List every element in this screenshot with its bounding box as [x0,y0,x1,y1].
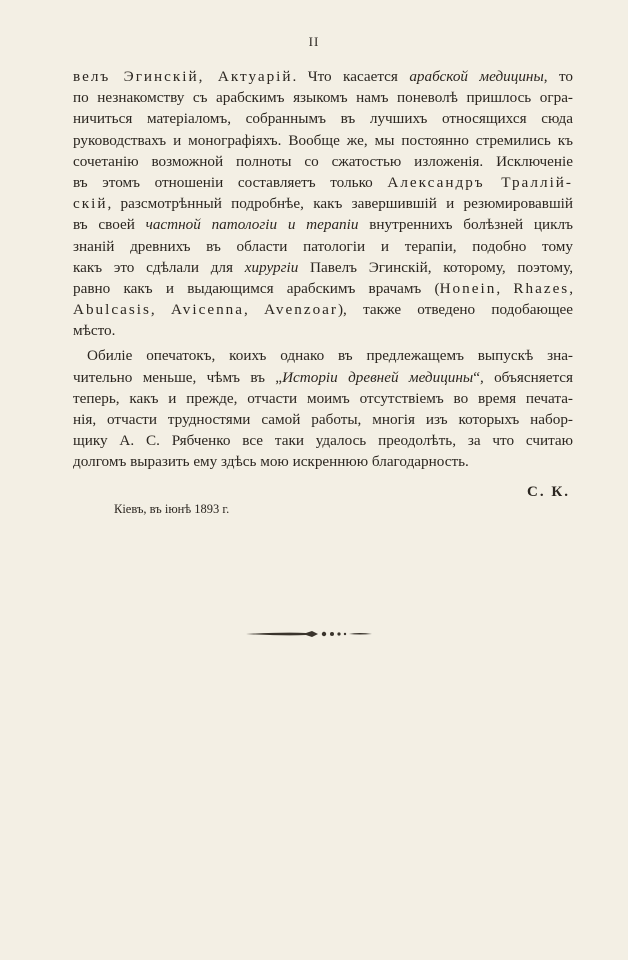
page-number: II [308,34,320,49]
text-line: ничиться матеріаломъ, собраннымъ въ лучшихъ относящихся сюда [73,110,573,128]
paragraph-2 [73,345,573,472]
text-line: равно какъ и выдающимся арабскимъ врачамъ (Honein, Rhazes, [73,279,574,297]
paragraph-1 [73,66,573,341]
text-line: по незнакомству съ арабскимъ языкомъ намъ поневолѣ пришлось огра- [73,89,573,107]
preface-text [73,66,573,473]
text-line: Abulcasis, Avicenna, Avenzoar), также отведено подобающее [73,301,573,319]
text-line: знаній древнихъ въ области патологіи и терапіи, подобно тому [73,237,573,255]
place-date: Кіевъ, въ іюнѣ 1893 г. [114,502,230,516]
text-line: руководствахъ и монографіяхъ. Вообще же, мы постоянно стремились къ [73,131,573,149]
text-line: щику А. С. Рябченко все таки удалось преодолѣть, за что считаю [73,432,573,450]
text-line: въ своей частной патологіи и терапіи внутреннихъ болѣзней циклъ [73,216,573,234]
text-line: нія, отчасти трудностями самой работы, многія изъ которыхъ набор- [73,411,573,428]
text-line: велъ Эгинскій, Актуарій. Что касается арабской медицины, то [73,68,574,85]
ornament-divider [244,627,374,641]
text-line: сочетанію возможной полноты со сжатостью изложенія. Исключеніе [73,152,573,170]
text-line: скій, разсмотрѣнный подробнѣе, какъ завершившій и резюмировавшій [73,195,573,213]
text-line: въ этомъ отношеніи составляетъ только Александръ Траллій- [73,173,573,191]
text-line: долгомъ выразить ему здѣсь мою искреннюю благодарность. [73,453,469,471]
signature-initials: С. К. [527,484,570,500]
text-line: мѣсто. [73,322,116,340]
text-line: Обиліе опечатокъ, коихъ однако въ предлежащемъ выпускѣ зна- [87,347,573,365]
text-line: чительно меньше, чѣмъ въ „Исторіи древней медицины“, объясняется [73,368,574,386]
text-line: теперь, какъ и прежде, отчасти моимъ отсутствіемъ во время печата- [73,389,573,407]
text-line: какъ это сдѣлали для хирургіи Павелъ Эгинскій, которому, поэтому, [73,258,573,276]
